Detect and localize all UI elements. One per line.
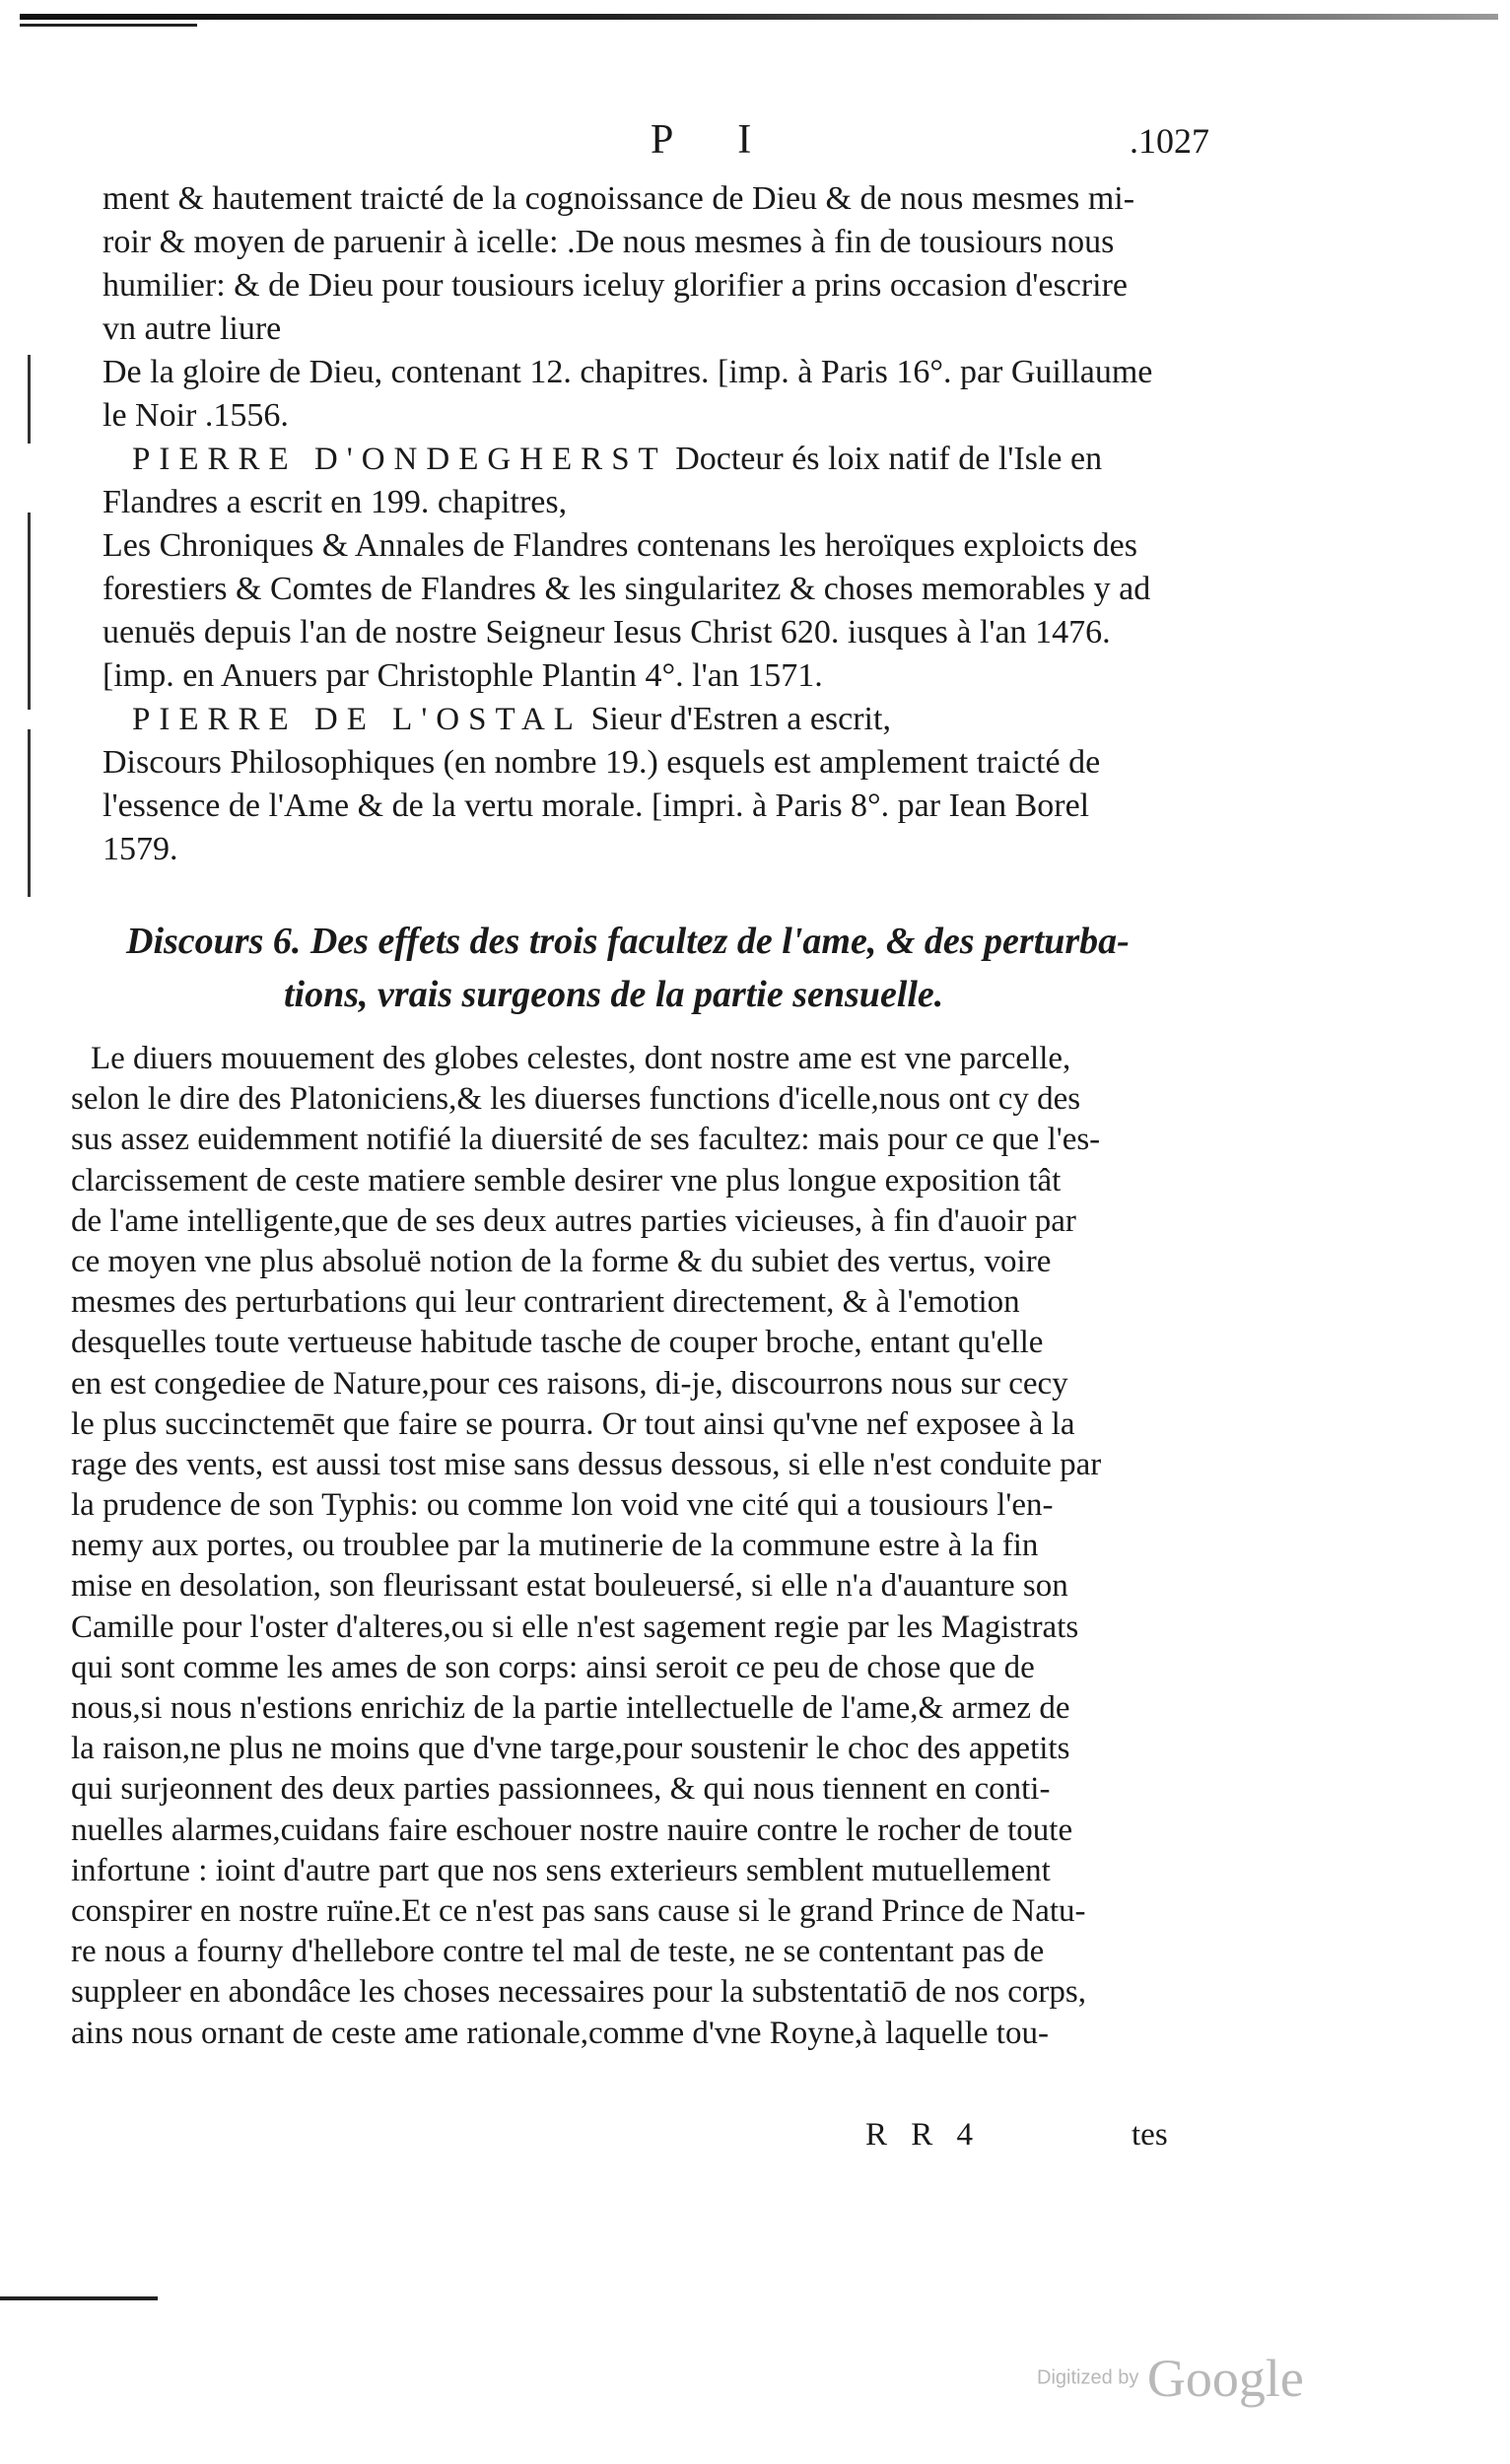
body-line: qui sont comme les ames de son corps: ainsi seroit ce peu de chose que de [71,1649,1035,1685]
heading-line: tions, vrais surgeons de la partie sensuelle. [284,974,944,1015]
body-line: Camille pour l'oster d'alteres,ou si elle n'est sagement regie par les Magistrats [71,1608,1079,1645]
signature-mark: R R 4 [865,2117,982,2153]
body-line: Le diuers mouuement des globes celestes, dont nostre ame est vne parcelle, [91,1041,1071,1076]
author-description: Docteur és loix natif de l'Isle en [675,441,1103,477]
body-line: nuelles alarmes,cuidans faire eschouer nostre nauire contre le rocher de toute [71,1812,1073,1848]
body-line: nous,si nous n'estions enrichiz de la partie intellectuelle de l'ame,& armez de [71,1690,1070,1726]
body-line: en est congediee de Nature,pour ces raisons, di-je, discourrons nous sur cecy [71,1365,1068,1402]
text-line: forestiers & Comtes de Flandres & les singularitez & choses memorables y ad [103,571,1151,607]
text-line: Les Chroniques & Annales de Flandres contenans les heroïques exploicts des [103,527,1137,564]
body-line: la prudence de son Typhis: ou comme lon void vne cité qui a tousiours l'en- [71,1487,1054,1524]
running-head [0,116,1510,166]
body-line: mise en desolation, son fleurissant estat bouleuersé, si elle n'a d'auanture son [71,1568,1068,1605]
google-logo: Google [1146,2349,1304,2408]
text-line: l'essence de l'Ame & de la vertu morale. [impri. à Paris 8°. par Iean Borel [103,787,1090,824]
page-number: .1027 [1130,121,1209,161]
text-line: le Noir .1556. [103,397,289,434]
text-line: vn autre liure [103,310,282,347]
margin-mark [28,729,31,897]
text-line: ment & hautement traicté de la cognoissance de Dieu & de nous mesmes mi- [103,180,1135,217]
book-title-line: De la gloire de Dieu, contenant 12. chapitres. [imp. à Paris 16°. par Guillaume [103,354,1153,390]
google-watermark [1037,2348,1304,2407]
margin-mark [28,355,31,444]
body-line: conspirer en nostre ruïne.Et ce n'est pas sans cause si le grand Prince de Natu- [71,1892,1086,1929]
text-line: humilier: & de Dieu pour tousiours iceluy glorifier a prins occasion d'escrire [103,267,1129,304]
body-line: selon le dire des Platoniciens,& les diuerses functions d'icelle,nous ont cy des [71,1081,1081,1118]
discours-body [71,1039,1234,2054]
page-footer [0,2117,1510,2160]
discours-heading [126,915,1220,1021]
body-line: infortune : ioint d'autre part que nos sens exterieurs semblent mutuellement [71,1852,1051,1888]
author-name: PIERRE D'ONDEGHERST [132,442,667,477]
entry-heading-line [103,698,1230,741]
body-line: clarcissement de ceste matiere semble desirer vne plus longue exposition tât [71,1162,1062,1198]
catchword: tes [1132,2117,1168,2153]
top-edge-rule-accent [20,24,197,27]
body-line: ce moyen vne plus absoluë notion de la forme & du subiet des vertus, voire [71,1243,1052,1279]
text-line: Discours Philosophiques (en nombre 19.) esquels est amplement traicté de [103,744,1101,781]
body-line: rage des vents, est aussi tost mise sans dessus dessous, si elle n'est conduite par [71,1446,1102,1482]
author-name: PIERRE DE L'OSTAL [132,702,583,737]
body-line: ains nous ornant de ceste ame rationale,comme d'vne Royne,à laquelle tou- [71,2015,1049,2051]
body-line: mesmes des perturbations qui leur contrarient directement, & à l'emotion [71,1284,1020,1321]
text-line: 1579. [103,831,178,867]
body-line: desquelles toute vertueuse habitude tasche de couper broche, entant qu'elle [71,1325,1044,1361]
entry-ondegherst [103,438,1230,698]
running-title: P I [651,117,780,163]
text-line: uenuës depuis l'an de nostre Seigneur Iesus Christ 620. iusques à l'an 1476. [103,614,1111,650]
bibliography-block [103,177,1230,438]
entry-lostal [103,698,1230,871]
body-line: sus assez euidemment notifié la diuersité de ses facultez: mais pour ce que l'es- [71,1122,1101,1158]
author-description: Sieur d'Estren a escrit, [590,701,891,737]
body-line: de l'ame intelligente,que de ses deux autres parties vicieuses, à fin d'auoir par [71,1202,1076,1239]
digitized-by-label: Digitized by [1037,2366,1139,2389]
body-line: qui surjeonnent des deux parties passionnees, & qui nous tiennent en conti- [71,1771,1051,1808]
top-edge-rule [20,14,1498,20]
body-line: la raison,ne plus ne moins que d'vne targe,pour soustenir le choc des appetits [71,1731,1070,1767]
body-line: le plus succinctemēt que faire se pourra. Or tout ainsi qu'vne nef exposee à la [71,1405,1075,1442]
text-line: Flandres a escrit en 199. chapitres, [103,484,568,520]
body-line: re nous a fourny d'hellebore contre tel mal de teste, ne se contentant pas de [71,1934,1045,1970]
bottom-edge-rule [0,2296,158,2300]
text-line: [imp. en Anuers par Christophle Plantin 4°. l'an 1571. [103,657,823,694]
body-line: nemy aux portes, ou troublee par la mutinerie de la commune estre à la fin [71,1528,1039,1564]
body-line: suppleer en abondâce les choses necessaires pour la substentatiō de nos corps, [71,1974,1087,2011]
text-line: roir & moyen de paruenir à icelle: .De nous mesmes à fin de tousiours nous [103,224,1115,260]
margin-mark [28,513,31,710]
entry-heading-line [103,438,1230,481]
heading-line: Discours 6. Des effets des trois facultez de l'ame, & des perturba- [126,921,1130,962]
